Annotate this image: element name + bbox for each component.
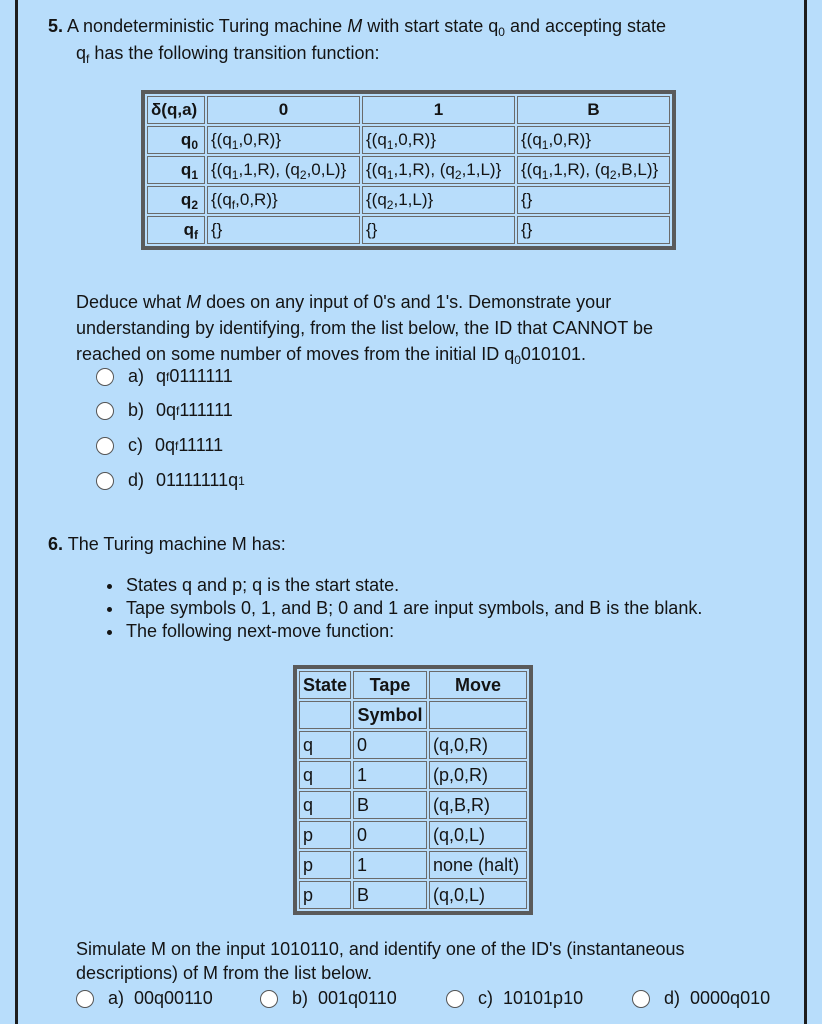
q5-table-cell: $\{(q_1,0,R)\}$ <box>362 126 515 154</box>
q6-table-cell: q <box>299 761 351 789</box>
q6-table-header <box>299 671 527 699</box>
q6-header-symbol: Symbol <box>353 701 427 729</box>
q5-table-cell: {} <box>517 186 670 214</box>
q5-prompt-line2: $q_f$ has the following transition function: <box>76 43 380 66</box>
q5-table-cell: $\{(q_f,0,R)\}$ <box>207 186 360 214</box>
q5-instructions: Deduce what M does on any input of 0's and 1's. Demonstrate your understanding by identifying, from the list below, the ID that CANNOT be reached on some number of moves from the initial ID $q_0010101$. <box>76 292 653 367</box>
q6-header-move: Move <box>429 671 527 699</box>
q6-table-cell: 0 <box>353 821 427 849</box>
q6-option[interactable]: d) 0000q010 <box>632 988 770 1009</box>
list-item: • States q and p; q is the start state. <box>124 574 702 597</box>
radio-button[interactable] <box>446 990 464 1008</box>
q5-prompt-line1: 5. A nondeterministic Turing machine M with start state $q_0$ and accepting state <box>48 16 667 39</box>
q6-table-cell: B <box>353 881 427 909</box>
q6-table-row <box>299 791 527 819</box>
q6-table-cell: p <box>299 851 351 879</box>
radio-button[interactable] <box>260 990 278 1008</box>
q6-header-state: State <box>299 671 351 699</box>
q5-table-cell: {} <box>517 216 670 244</box>
list-item: • Tape symbols 0, 1, and B; 0 and 1 are input symbols, and B is the blank. <box>124 597 702 620</box>
q5-header-cell: δ(q,a) <box>147 96 205 124</box>
q5-number: 5. <box>48 16 64 36</box>
q6-table-row <box>299 731 527 759</box>
q6-table-row <box>299 821 527 849</box>
q6-table-cell: (q,0,R) <box>429 731 527 759</box>
radio-button[interactable] <box>76 990 94 1008</box>
q6-table-header2 <box>299 701 527 729</box>
q6-next-move-table <box>293 665 533 915</box>
q5-option[interactable]: a) q f 0111111 <box>96 366 233 387</box>
q5-table-cell: $\{(q_1,0,R)\}$ <box>517 126 670 154</box>
q5-row-state: $q_0$ <box>147 126 205 154</box>
q5-row-state: $q_f$ <box>147 216 205 244</box>
q6-table-cell: 1 <box>353 851 427 879</box>
q6-table-cell: q <box>299 791 351 819</box>
q6-table-row <box>299 761 527 789</box>
q5-table-cell: {} <box>207 216 360 244</box>
q5-option[interactable]: c) 0q f 11111 <box>96 435 223 456</box>
q6-number: 6. <box>48 534 64 554</box>
q5-table-cell: {} <box>362 216 515 244</box>
radio-button[interactable] <box>632 990 650 1008</box>
q6-table-cell: p <box>299 821 351 849</box>
q6-option[interactable]: c) 10101p10 <box>446 988 583 1009</box>
q5-table-row <box>147 156 670 184</box>
q6-table-cell: 1 <box>353 761 427 789</box>
q5-table-cell: $\{(q_1,0,R)\}$ <box>207 126 360 154</box>
q5-table-cell: {$(q_1,1,R)$, $(q_2,1,L)$} <box>362 156 515 184</box>
q6-header-tape: Tape <box>353 671 427 699</box>
q5-table-cell: {$(q_1,1,R)$, $(q_2,0,L)$} <box>207 156 360 184</box>
q6-prompt: 6. The Turing machine M has: <box>48 534 286 554</box>
q5-row-state: $q_2$ <box>147 186 205 214</box>
q5-table-cell: {$(q_1,1,R)$, $(q_2,B,L)$} <box>517 156 670 184</box>
q6-table-cell: q <box>299 731 351 759</box>
radio-button[interactable] <box>96 437 114 455</box>
q5-table-row <box>147 126 670 154</box>
radio-button[interactable] <box>96 472 114 490</box>
q5-transition-table <box>141 90 676 250</box>
q6-table-cell: 0 <box>353 731 427 759</box>
radio-button[interactable] <box>96 402 114 420</box>
q6-instructions: Simulate M on the input 1010110, and identify one of the ID's (instantaneous descriptions) of M from the list below. <box>76 939 685 983</box>
q6-option[interactable]: a) 00q00110 <box>76 988 213 1009</box>
q6-option[interactable]: b) 001q0110 <box>260 988 397 1009</box>
list-item: • The following next-move function: <box>124 620 702 643</box>
q5-table-row <box>147 216 670 244</box>
q6-table-cell: (q,B,R) <box>429 791 527 819</box>
radio-button[interactable] <box>96 368 114 386</box>
q6-table-cell: B <box>353 791 427 819</box>
q6-table-cell: (q,0,L) <box>429 821 527 849</box>
q5-header-cell: B <box>517 96 670 124</box>
q5-table-cell: $\{(q_2,1,L)\}$ <box>362 186 515 214</box>
q6-table-cell: (p,0,R) <box>429 761 527 789</box>
q6-table-cell: none (halt) <box>429 851 527 879</box>
q6-table-row <box>299 881 527 909</box>
q5-table-header <box>147 96 670 124</box>
q6-bullet-list <box>106 574 702 643</box>
q5-header-cell: 1 <box>362 96 515 124</box>
q5-option[interactable]: b) 0q f 111111 <box>96 400 233 421</box>
q6-table-row <box>299 851 527 879</box>
q5-table-row <box>147 186 670 214</box>
q6-table-cell: (q,0,L) <box>429 881 527 909</box>
q6-table-cell: p <box>299 881 351 909</box>
q5-option[interactable]: d) 01111111q 1 <box>96 470 245 491</box>
q5-row-state: $q_1$ <box>147 156 205 184</box>
q5-header-cell: 0 <box>207 96 360 124</box>
